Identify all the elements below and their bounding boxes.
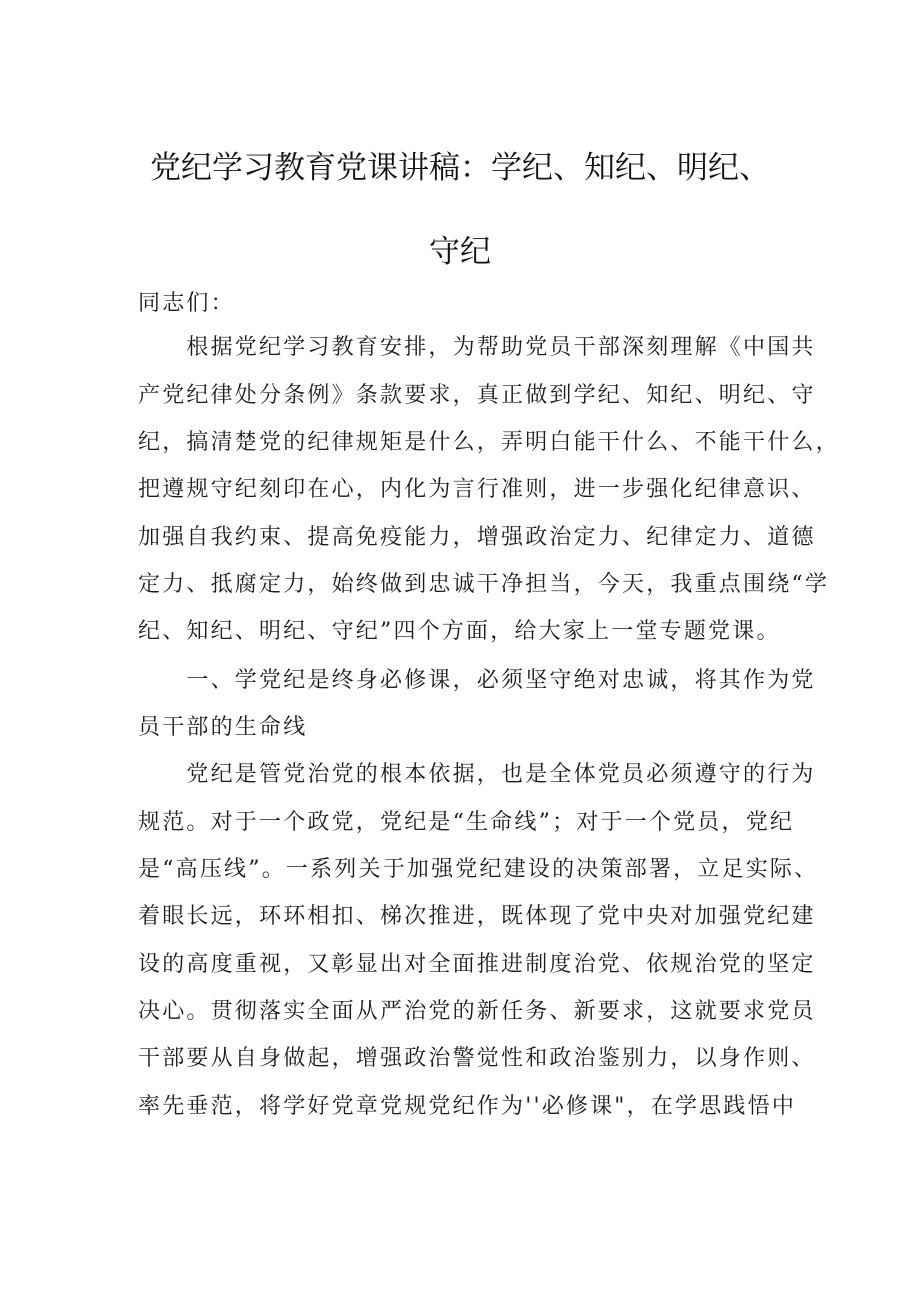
body-line: 定力、抵腐定力，始终做到忠诚干净担当，今天，我重点围绕“学 bbox=[138, 572, 830, 597]
body-line: 党纪是管党治党的根本依据，也是全体党员必须遵守的行为 bbox=[138, 762, 816, 787]
body-line: 根据党纪学习教育安排，为帮助党员干部深刻理解《中国共 bbox=[138, 335, 816, 360]
body-line: 着眼长远，环环相扣、梯次推进，既体现了党中央对加强党纪建 bbox=[138, 904, 816, 929]
salutation: 同志们： bbox=[138, 291, 235, 316]
document-title-line-1: 党纪学习教育党课讲稿：学纪、知纪、明纪、 bbox=[150, 150, 770, 186]
body-line: 是“高压线”。一系列关于加强党纪建设的决策部署，立足实际、 bbox=[138, 857, 819, 882]
section-heading-line: 一、学党纪是终身必修课，必须坚守绝对忠诚，将其作为党 bbox=[138, 668, 816, 693]
body-line: 决心。贯彻落实全面从严治党的新任务、新要求，这就要求党员 bbox=[138, 999, 816, 1024]
body-line: 纪、知纪、明纪、守纪”四个方面，给大家上一堂专题党课。 bbox=[138, 619, 781, 644]
body-line: 把遵规守纪刻印在心，内化为言行准则，进一步强化纪律意识、 bbox=[138, 477, 816, 502]
body-line: 率先垂范，将学好党章党规党纪作为''必修课"，在学思践悟中 bbox=[138, 1094, 797, 1119]
body-line: 纪，搞清楚党的纪律规矩是什么，弄明白能干什么、不能干什么， bbox=[138, 430, 840, 455]
body-line: 加强自我约束、提高免疫能力，增强政治定力、纪律定力、道德 bbox=[138, 525, 816, 550]
document-title-line-2: 守纪 bbox=[429, 234, 491, 270]
section-heading-line: 员干部的生命线 bbox=[138, 715, 308, 740]
body-line: 设的高度重视，又彰显出对全面推进制度治党、依规治党的坚定 bbox=[138, 952, 816, 977]
body-line: 规范。对于一个政党，党纪是“生命线”；对于一个党员，党纪 bbox=[138, 810, 795, 835]
body-line: 干部要从自身做起，增强政治警觉性和政治鉴别力，以身作则、 bbox=[138, 1046, 816, 1071]
body-line: 产党纪律处分条例》条款要求，真正做到学纪、知纪、明纪、守 bbox=[138, 383, 816, 408]
